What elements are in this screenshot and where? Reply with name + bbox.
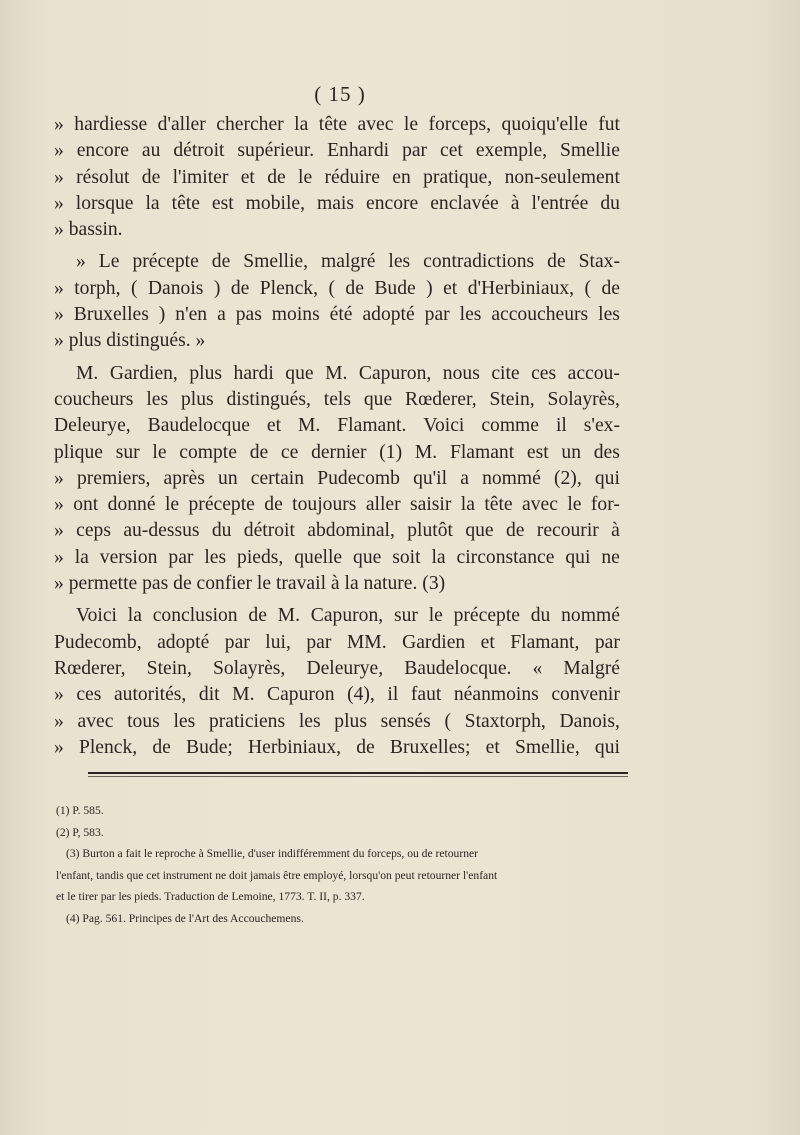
text-line: » premiers, après un certain Pudecomb qu'il a nommé (2), qui [54, 467, 620, 489]
text-line: plique sur le compte de ce dernier (1) M. Flamant est un des [54, 441, 620, 463]
text-line: » résolut de l'imiter et de le réduire en pratique, non-seulement [54, 166, 620, 188]
text-line: Deleurye, Baudelocque et M. Flamant. Voici comme il s'ex- [54, 415, 620, 437]
footnote-3: (3) Burton a fait le reproche à Smellie, d'user indifféremment du forceps, ou de retourner [66, 847, 479, 861]
text-line: » la version par les pieds, quelle que soit la circonstance qui ne [54, 546, 620, 568]
footnote-separator-thin [88, 776, 628, 777]
text-line: » lorsque la tête est mobile, mais encore enclavée à l'entrée du [54, 192, 620, 214]
footnote-3-cont: l'enfant, tandis que cet instrument ne doit jamais être employé, lorsqu'on peut retourner l'enfant [56, 868, 498, 882]
footnote-2: (2) P, 583. [56, 825, 104, 839]
text-line: » plus distingués. » [54, 330, 206, 352]
text-line: » encore au détroit supérieur. Enhardi par cet exemple, Smellie [54, 140, 620, 162]
text-line: » torph, ( Danois ) de Plenck, ( de Bude ) et d'Herbiniaux, ( de [54, 277, 620, 299]
text-line: Rœderer, Stein, Solayrès, Deleurye, Baudelocque. « Malgré [54, 657, 620, 679]
text-line: » avec tous les praticiens les plus sensés ( Staxtorph, Danois, [54, 710, 620, 732]
footnote-separator [88, 772, 628, 774]
text-line: » permette pas de confier le travail à la nature. (3) [54, 573, 446, 595]
page-number: ( 15 ) [314, 82, 366, 106]
footnotes [56, 800, 624, 930]
footnote-3-cont: et le tirer par les pieds. Traduction de Lemoine, 1773. T. II, p. 337. [56, 890, 365, 904]
text-line: » Le précepte de Smellie, malgré les contradictions de Stax- [76, 251, 620, 273]
text-line: Voici la conclusion de M. Capuron, sur le précepte du nommé [76, 605, 620, 627]
text-line: coucheurs les plus distingués, tels que Rœderer, Stein, Solayrès, [54, 388, 620, 410]
text-line: M. Gardien, plus hardi que M. Capuron, nous cite ces accou- [76, 362, 620, 384]
text-line: » Bruxelles ) n'en a pas moins été adopté par les accoucheurs les [54, 304, 620, 326]
text-line: » bassin. [54, 219, 123, 241]
footnote-4: (4) Pag. 561. Principes de l'Art des Accouchemens. [66, 911, 304, 925]
text-line: » hardiesse d'aller chercher la tête avec le forceps, quoiqu'elle fut [54, 114, 620, 135]
text-line: Pudecomb, adopté par lui, par MM. Gardien et Flamant, par [54, 631, 620, 653]
footnote-1: (1) P. 585. [56, 804, 104, 817]
text-line: » ont donné le précepte de toujours aller saisir la tête avec le for- [54, 494, 620, 516]
main-text [54, 112, 620, 761]
text-line: » ceps au-dessus du détroit abdominal, plutôt que de recourir à [54, 520, 620, 542]
text-line: » ces autorités, dit M. Capuron (4), il faut néanmoins convenir [54, 684, 620, 706]
text-line: » Plenck, de Bude; Herbiniaux, de Bruxelles; et Smellie, qui [54, 736, 620, 758]
